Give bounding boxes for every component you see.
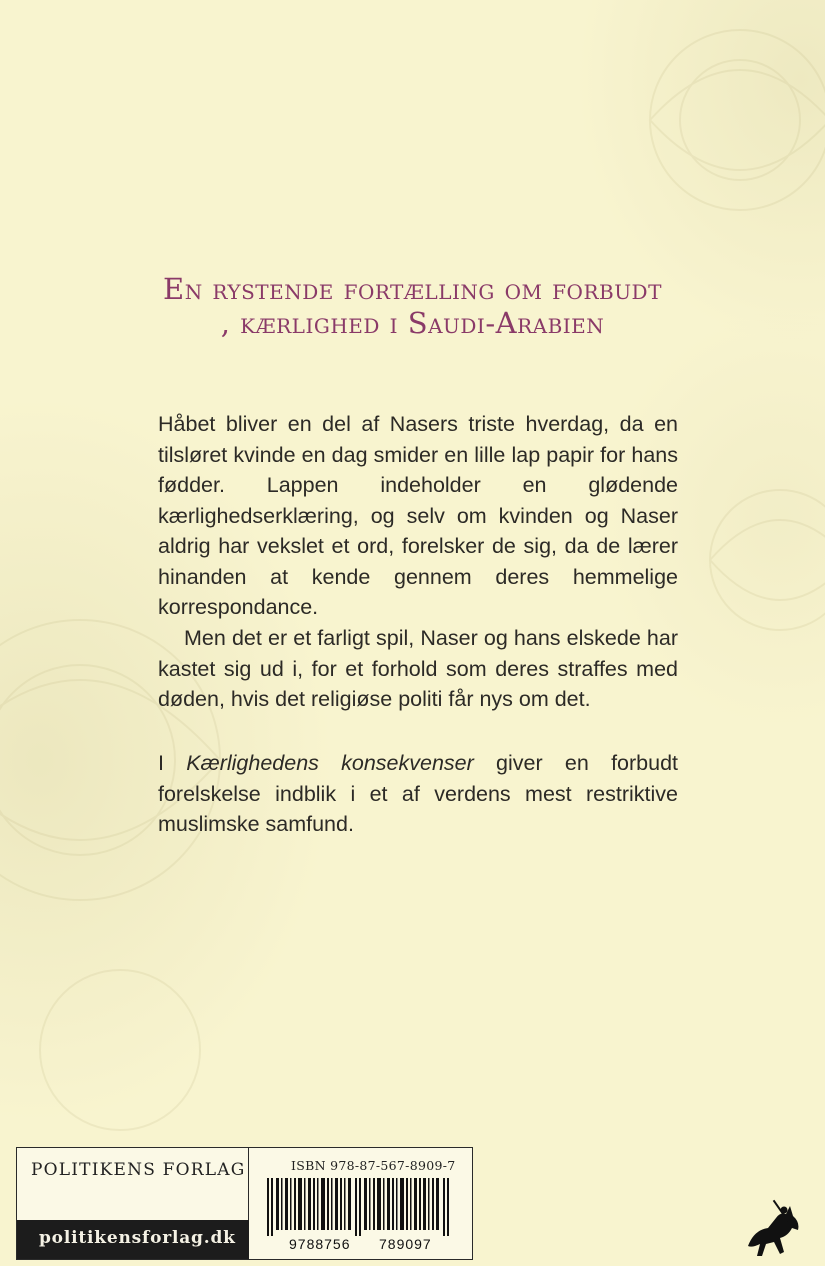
barcode-digits-left: 9788756: [289, 1236, 351, 1252]
publisher-name: POLITIKENS FORLAG: [17, 1148, 249, 1220]
blurb-paragraph-3-rest: giver en forbudt forelskelse indblik i et af verdens mest restriktive muslimske samfund.: [158, 751, 679, 836]
barcode: [267, 1178, 457, 1236]
book-title: Kærlighedens konsekvenser: [186, 751, 474, 775]
blurb-paragraph-3: [158, 748, 678, 840]
blurb-paragraph-1: Håbet bliver en del af Nasers triste hverdag, da en tilsløret kvinde en dag smider en lille lap papir for hans fødder. Lappen indeholder en glødende kærlighedserklæring, og selv om kvinden og Naser aldrig har vekslet et ord, forelsker de sig, da de lærer hinanden at kende gennem deres hemmelige korrespondance.: [158, 412, 678, 619]
barcode-area: [249, 1148, 472, 1259]
barcode-digits-right: 789097: [379, 1236, 432, 1252]
publisher-url: politikensforlag.dk: [17, 1220, 249, 1259]
blurb-paragraph-3-prefix: I: [158, 751, 187, 775]
blurb-paragraph-2: Men det er et farligt spil, Naser og hans elskede har kastet sig ud i, for et forhold som deres straffes med døden, hvis det religiøse politi får nys om det.: [158, 626, 678, 711]
isbn-label: ISBN 978-87-567-8909-7: [291, 1158, 456, 1173]
headline-line-2: , kærlighed i Saudi-Arabien: [220, 306, 605, 340]
headline-line-1: En rystende fortælling om forbudt: [163, 272, 662, 306]
publisher-horse-rider-logo-icon: [740, 1196, 810, 1262]
imprint-box: [16, 1147, 473, 1260]
